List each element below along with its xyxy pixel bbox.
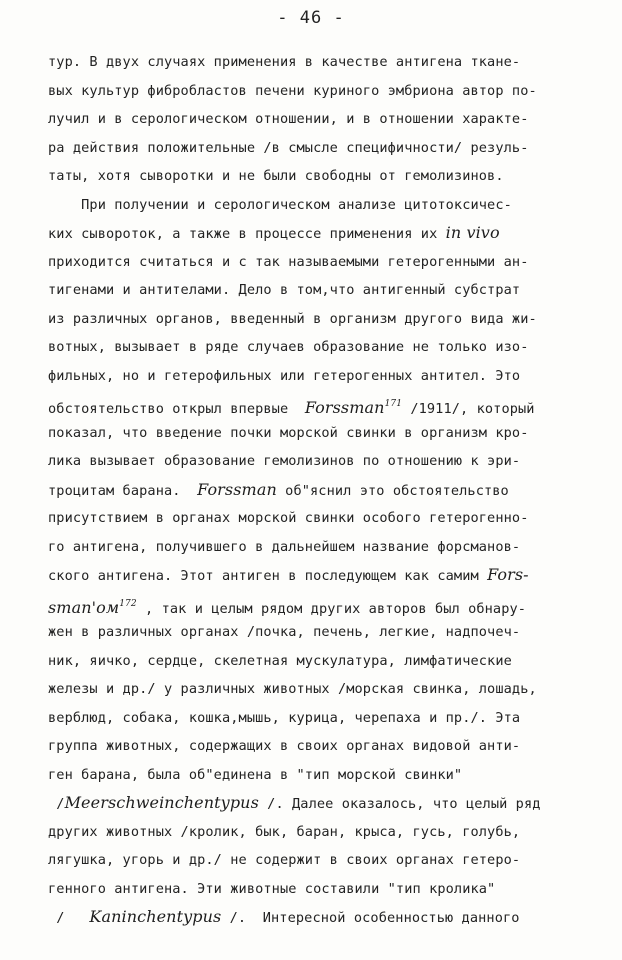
typed-text: ген барана, была об"единена в "тип морской свинки" [48,766,463,783]
handwritten-insert: in vivo [445,223,500,242]
typed-text: присутствием в органах морской свинки особого гетерогенно- [48,510,529,526]
text-line [0,535,622,559]
typed-text: /. Далее оказалось, что целый ряд [258,796,541,812]
typed-text: лучил и в серологическом отношении, и в отношении характе- [48,111,529,127]
typed-text: таты, хотя сыворотки и не были свободны от гемолизинов. [48,168,504,184]
text-line [0,734,622,758]
reference-superscript: 171 [384,399,403,409]
typed-text: лягушка, угорь и др./ не содержит в своих органах гетеро- [48,852,521,868]
typed-text: лика вызывает образование гемолизинов по отношению к эри- [48,453,521,469]
typed-text: обстоятельство открыл впервые [48,401,305,417]
typed-text: об"яснил это обстоятельство [276,482,509,499]
handwritten-insert: Fors- [487,565,529,584]
text-line [0,136,622,160]
handwritten-insert: Meerschweinchentypus [64,793,259,812]
text-line [0,848,622,872]
page-number: - 46 - [277,8,345,28]
typed-text: тур. В двух случаях применения в качестве антигена ткане- [48,54,521,70]
text-line [0,478,622,502]
handwritten-insert: Forssman [304,398,385,417]
text-line [0,392,622,416]
text-line [0,250,622,274]
typed-text: / [48,796,65,812]
typed-text: вых культур фибробластов печени куриного эмбриона автор по- [48,82,537,99]
handwritten-insert: Forssman [197,479,277,499]
typed-text: ник, яичко, сердце, скелетная мускулатура, лимфатические [48,652,512,669]
text-line [0,506,622,530]
typed-text: других животных /кролик, бык, баран, крыса, гусь, голубь, [48,823,521,840]
typed-text: ких сывороток, а также в процессе применения их [48,226,446,242]
typed-text: ского антигена. Этот антиген в последующем как самим [48,568,488,584]
typed-text: жен в различных органах /почка, печень, легкие, надпочеч- [48,624,521,640]
typed-text: / [48,910,90,926]
text-line [0,592,622,616]
typed-text: тигенами и антителами. Дело в том,что антигенный субстрат [48,282,521,298]
text-line [0,50,622,74]
handwritten-insert: Kaninchentypus [89,907,222,926]
reference-superscript: 172 [119,598,137,609]
text-line [0,706,622,730]
text-line [0,677,622,701]
typed-text: группа животных, содержащих в своих органах видовой анти- [48,738,521,754]
text-line [0,877,622,901]
handwritten-insert: sman'ом [48,597,120,617]
text-line [0,278,622,302]
text-line [0,164,622,188]
text-line [0,364,622,388]
typed-text: го антигена, получившего в дальнейшем название форсманов- [48,538,521,555]
typed-text: железы и др./ у различных животных /морская свинка, лошадь, [48,681,537,697]
typed-text: При получении и серологическом анализе цитотоксичес- [48,196,512,213]
text-line [0,421,622,445]
typed-text: троцитам барана. [48,482,198,499]
typed-text: , так и целым рядом других авторов был обнару- [136,600,527,617]
typed-text: ра действия положительные /в смысле специфичности/ резуль- [48,139,529,156]
text-line [0,221,622,245]
typed-text: /. Интересной особенностью данного [221,910,520,926]
text-line [0,563,622,587]
typed-text: верблюд, собака, кошка,мышь, курица, черепаха и пр./. Эта [48,709,521,726]
typed-text: вотных, вызывает в ряде случаев образование не только изо- [48,339,529,355]
text-line [0,107,622,131]
typed-text: /1911/, который [402,401,535,417]
typed-text: приходится считаться и с так называемыми гетерогенными ан- [48,253,529,270]
text-line [0,791,622,815]
typed-text: фильных, но и гетерофильных или гетерогенных антител. Это [48,367,521,384]
text-line [0,905,622,929]
text-line [0,763,622,787]
typed-text: показал, что введение почки морской свинки в организм кро- [48,424,529,441]
text-line [0,79,622,103]
typed-text: генного антигена. Эти животные составили "тип кролика" [48,880,496,897]
text-line [0,335,622,359]
text-line [0,449,622,473]
text-line [0,193,622,217]
text-line [0,307,622,331]
text-line [0,649,622,673]
typed-text: из различных органов, введенный в организм другого вида жи- [48,310,537,327]
text-line [0,820,622,844]
text-line [0,620,622,644]
